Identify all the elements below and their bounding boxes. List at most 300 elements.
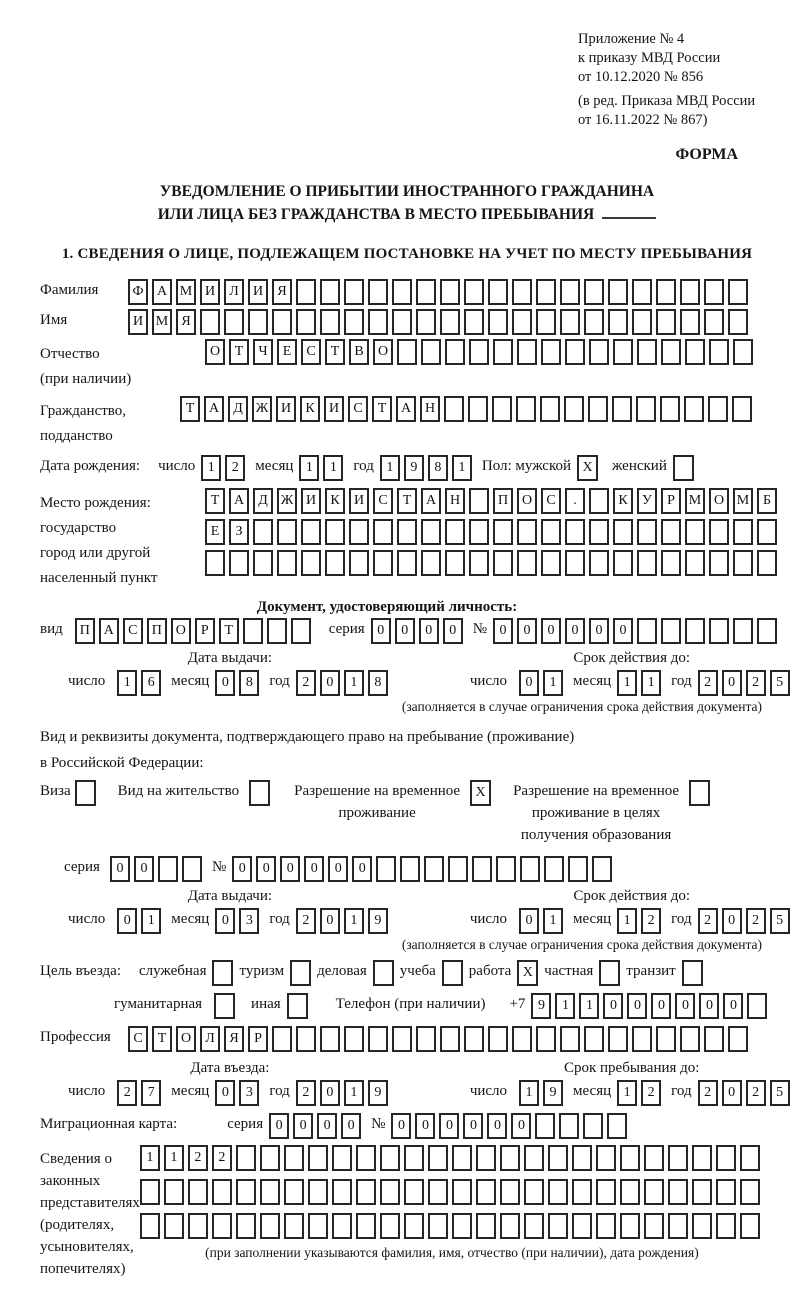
char-cell[interactable] [733,550,753,576]
char-cell[interactable]: А [152,279,172,305]
char-cell[interactable]: С [373,488,393,514]
char-cell[interactable]: Р [248,1026,268,1052]
char-cell[interactable]: 0 [293,1113,313,1139]
char-cell[interactable] [757,618,777,644]
char-cell[interactable] [636,396,656,422]
char-cell[interactable]: Р [195,618,215,644]
char-cell[interactable]: 0 [328,856,348,882]
char-cell[interactable]: Ф [128,279,148,305]
temp-permit-edu-checkbox[interactable] [689,780,710,806]
permit-issue-year-cells[interactable] [296,908,392,934]
char-cell[interactable] [212,1179,232,1205]
char-cell[interactable] [644,1179,664,1205]
char-cell[interactable]: 1 [617,670,637,696]
char-cell[interactable]: 1 [201,455,221,481]
char-cell[interactable] [644,1145,664,1171]
char-cell[interactable]: С [301,339,321,365]
char-cell[interactable] [332,1145,352,1171]
purpose-transit-checkbox[interactable] [682,960,703,986]
char-cell[interactable]: М [685,488,705,514]
char-cell[interactable]: А [99,618,119,644]
char-cell[interactable] [267,618,287,644]
permit-expiry-year-cells[interactable] [698,908,794,934]
char-cell[interactable]: И [200,279,220,305]
char-cell[interactable] [728,279,748,305]
char-cell[interactable]: 1 [380,455,400,481]
char-cell[interactable] [445,339,465,365]
char-cell[interactable]: 1 [141,908,161,934]
char-cell[interactable] [740,1179,760,1205]
char-cell[interactable] [584,309,604,335]
char-cell[interactable]: 0 [415,1113,435,1139]
char-cell[interactable]: Я [176,309,196,335]
char-cell[interactable] [612,396,632,422]
char-cell[interactable] [757,550,777,576]
char-cell[interactable]: 0 [613,618,633,644]
char-cell[interactable]: Ж [252,396,272,422]
char-cell[interactable] [476,1213,496,1239]
char-cell[interactable] [589,550,609,576]
visa-checkbox[interactable] [75,780,96,806]
char-cell[interactable] [320,1026,340,1052]
char-cell[interactable] [613,519,633,545]
char-cell[interactable] [325,519,345,545]
birthplace-row2-cells[interactable] [205,519,781,545]
char-cell[interactable] [452,1145,472,1171]
char-cell[interactable]: 0 [511,1113,531,1139]
char-cell[interactable] [368,279,388,305]
char-cell[interactable]: 5 [770,908,790,934]
stay-month-cells[interactable] [617,1080,665,1106]
char-cell[interactable] [416,309,436,335]
char-cell[interactable]: 9 [543,1080,563,1106]
char-cell[interactable]: М [176,279,196,305]
char-cell[interactable]: С [541,488,561,514]
char-cell[interactable] [541,550,561,576]
char-cell[interactable]: 1 [117,670,137,696]
char-cell[interactable]: 1 [344,1080,364,1106]
char-cell[interactable]: Ч [253,339,273,365]
char-cell[interactable] [236,1213,256,1239]
char-cell[interactable] [464,1026,484,1052]
char-cell[interactable]: Б [757,488,777,514]
char-cell[interactable] [260,1145,280,1171]
char-cell[interactable] [692,1179,712,1205]
char-cell[interactable] [520,856,540,882]
char-cell[interactable]: 2 [746,908,766,934]
char-cell[interactable] [584,1026,604,1052]
char-cell[interactable] [560,279,580,305]
char-cell[interactable] [308,1179,328,1205]
permit-number-cells[interactable] [232,856,616,882]
char-cell[interactable] [253,519,273,545]
char-cell[interactable] [445,550,465,576]
char-cell[interactable]: А [229,488,249,514]
char-cell[interactable] [572,1179,592,1205]
char-cell[interactable] [284,1179,304,1205]
char-cell[interactable]: Н [445,488,465,514]
char-cell[interactable] [356,1145,376,1171]
patronymic-cells[interactable] [205,339,757,365]
char-cell[interactable] [565,519,585,545]
char-cell[interactable] [200,309,220,335]
char-cell[interactable] [596,1213,616,1239]
char-cell[interactable] [260,1179,280,1205]
char-cell[interactable]: 0 [519,670,539,696]
char-cell[interactable]: К [613,488,633,514]
purpose-humanitarian-checkbox[interactable] [214,993,235,1019]
char-cell[interactable] [660,396,680,422]
char-cell[interactable]: 9 [531,993,551,1019]
char-cell[interactable] [517,550,537,576]
char-cell[interactable]: 5 [770,670,790,696]
char-cell[interactable]: 2 [117,1080,137,1106]
char-cell[interactable]: З [229,519,249,545]
char-cell[interactable] [588,396,608,422]
char-cell[interactable]: 2 [296,670,316,696]
char-cell[interactable]: Н [420,396,440,422]
char-cell[interactable] [733,618,753,644]
char-cell[interactable]: 0 [215,670,235,696]
birth-year-cells[interactable] [380,455,476,481]
char-cell[interactable]: 1 [519,1080,539,1106]
permit-issue-day-cells[interactable] [117,908,165,934]
char-cell[interactable]: И [276,396,296,422]
char-cell[interactable]: 2 [225,455,245,481]
char-cell[interactable] [740,1145,760,1171]
char-cell[interactable] [164,1179,184,1205]
char-cell[interactable] [400,856,420,882]
char-cell[interactable] [709,519,729,545]
char-cell[interactable]: М [152,309,172,335]
char-cell[interactable] [620,1213,640,1239]
char-cell[interactable] [356,1179,376,1205]
char-cell[interactable] [709,339,729,365]
char-cell[interactable] [709,618,729,644]
char-cell[interactable] [524,1145,544,1171]
char-cell[interactable] [188,1179,208,1205]
char-cell[interactable] [140,1213,160,1239]
char-cell[interactable] [444,396,464,422]
char-cell[interactable]: 3 [239,1080,259,1106]
char-cell[interactable] [368,309,388,335]
char-cell[interactable]: 0 [117,908,137,934]
char-cell[interactable] [308,1145,328,1171]
representatives-row2-cells[interactable] [140,1179,764,1205]
char-cell[interactable]: 0 [517,618,537,644]
char-cell[interactable] [469,519,489,545]
char-cell[interactable] [596,1179,616,1205]
char-cell[interactable] [596,1145,616,1171]
char-cell[interactable]: 0 [256,856,276,882]
char-cell[interactable]: 0 [651,993,671,1019]
char-cell[interactable] [452,1179,472,1205]
char-cell[interactable]: 0 [519,908,539,934]
char-cell[interactable]: 2 [698,908,718,934]
char-cell[interactable] [380,1145,400,1171]
char-cell[interactable]: 2 [746,670,766,696]
char-cell[interactable]: К [325,488,345,514]
char-cell[interactable]: 0 [443,618,463,644]
birthplace-row3-cells[interactable] [205,550,781,576]
char-cell[interactable]: Т [397,488,417,514]
migration-series-cells[interactable] [269,1113,365,1139]
char-cell[interactable] [589,519,609,545]
char-cell[interactable]: 0 [722,908,742,934]
char-cell[interactable] [296,309,316,335]
char-cell[interactable] [716,1213,736,1239]
char-cell[interactable]: И [301,488,321,514]
char-cell[interactable]: 0 [487,1113,507,1139]
char-cell[interactable]: 1 [579,993,599,1019]
char-cell[interactable]: 2 [641,908,661,934]
profession-cells[interactable] [128,1026,752,1052]
char-cell[interactable] [464,309,484,335]
char-cell[interactable] [564,396,584,422]
char-cell[interactable] [224,309,244,335]
entry-day-cells[interactable] [117,1080,165,1106]
char-cell[interactable]: 0 [317,1113,337,1139]
char-cell[interactable]: Д [253,488,273,514]
char-cell[interactable] [397,550,417,576]
char-cell[interactable] [325,550,345,576]
char-cell[interactable] [493,519,513,545]
char-cell[interactable]: 0 [280,856,300,882]
residence-permit-checkbox[interactable] [249,780,270,806]
char-cell[interactable] [541,519,561,545]
char-cell[interactable]: 0 [391,1113,411,1139]
char-cell[interactable]: 0 [352,856,372,882]
char-cell[interactable] [493,339,513,365]
char-cell[interactable] [253,550,273,576]
char-cell[interactable]: П [493,488,513,514]
char-cell[interactable] [613,339,633,365]
char-cell[interactable] [716,1179,736,1205]
char-cell[interactable]: 0 [320,1080,340,1106]
char-cell[interactable]: 2 [188,1145,208,1171]
char-cell[interactable]: 0 [603,993,623,1019]
char-cell[interactable] [589,488,609,514]
char-cell[interactable] [496,856,516,882]
char-cell[interactable] [732,396,752,422]
surname-cells[interactable] [128,279,752,305]
char-cell[interactable] [592,856,612,882]
char-cell[interactable]: Я [224,1026,244,1052]
char-cell[interactable] [524,1213,544,1239]
char-cell[interactable]: 0 [215,908,235,934]
char-cell[interactable] [632,309,652,335]
char-cell[interactable] [373,550,393,576]
char-cell[interactable]: 0 [565,618,585,644]
char-cell[interactable] [440,279,460,305]
char-cell[interactable]: 2 [296,1080,316,1106]
citizenship-cells[interactable] [180,396,756,422]
char-cell[interactable]: 0 [215,1080,235,1106]
char-cell[interactable] [728,1026,748,1052]
char-cell[interactable] [392,279,412,305]
char-cell[interactable]: О [373,339,393,365]
char-cell[interactable] [733,519,753,545]
char-cell[interactable] [637,550,657,576]
char-cell[interactable] [469,550,489,576]
char-cell[interactable] [709,550,729,576]
id-expiry-month-cells[interactable] [617,670,665,696]
char-cell[interactable] [440,309,460,335]
purpose-other-checkbox[interactable] [287,993,308,1019]
char-cell[interactable] [320,279,340,305]
purpose-private-checkbox[interactable] [599,960,620,986]
char-cell[interactable] [512,1026,532,1052]
char-cell[interactable] [344,309,364,335]
char-cell[interactable]: А [396,396,416,422]
char-cell[interactable] [536,309,556,335]
char-cell[interactable] [572,1145,592,1171]
char-cell[interactable]: Т [229,339,249,365]
char-cell[interactable]: 1 [555,993,575,1019]
char-cell[interactable]: 0 [722,1080,742,1106]
char-cell[interactable]: 1 [344,908,364,934]
char-cell[interactable] [589,339,609,365]
char-cell[interactable] [548,1179,568,1205]
char-cell[interactable]: 1 [543,908,563,934]
char-cell[interactable] [488,309,508,335]
char-cell[interactable]: 0 [269,1113,289,1139]
char-cell[interactable]: Я [272,279,292,305]
char-cell[interactable] [349,519,369,545]
char-cell[interactable] [565,339,585,365]
char-cell[interactable] [536,1026,556,1052]
char-cell[interactable]: 1 [299,455,319,481]
char-cell[interactable]: 0 [723,993,743,1019]
char-cell[interactable] [637,618,657,644]
char-cell[interactable] [536,279,556,305]
char-cell[interactable] [500,1145,520,1171]
char-cell[interactable] [205,550,225,576]
char-cell[interactable]: 0 [675,993,695,1019]
char-cell[interactable] [493,550,513,576]
char-cell[interactable] [344,1026,364,1052]
id-expiry-day-cells[interactable] [519,670,567,696]
char-cell[interactable] [236,1145,256,1171]
entry-month-cells[interactable] [215,1080,263,1106]
char-cell[interactable]: О [709,488,729,514]
temp-permit-checkbox[interactable]: X [470,780,491,806]
char-cell[interactable]: Т [205,488,225,514]
char-cell[interactable]: И [248,279,268,305]
char-cell[interactable]: 0 [110,856,130,882]
char-cell[interactable] [301,519,321,545]
char-cell[interactable] [637,339,657,365]
char-cell[interactable] [747,993,767,1019]
char-cell[interactable] [559,1113,579,1139]
char-cell[interactable]: О [176,1026,196,1052]
char-cell[interactable]: О [205,339,225,365]
char-cell[interactable] [469,488,489,514]
char-cell[interactable]: 2 [698,670,718,696]
char-cell[interactable] [632,1026,652,1052]
stay-year-cells[interactable] [698,1080,794,1106]
char-cell[interactable] [212,1213,232,1239]
char-cell[interactable] [243,618,263,644]
char-cell[interactable]: У [637,488,657,514]
char-cell[interactable] [448,856,468,882]
char-cell[interactable] [544,856,564,882]
char-cell[interactable] [644,1213,664,1239]
char-cell[interactable]: 7 [141,1080,161,1106]
char-cell[interactable] [548,1145,568,1171]
char-cell[interactable]: 2 [212,1145,232,1171]
char-cell[interactable] [476,1179,496,1205]
char-cell[interactable]: 9 [368,908,388,934]
char-cell[interactable]: 9 [368,1080,388,1106]
char-cell[interactable]: 0 [589,618,609,644]
char-cell[interactable]: 8 [239,670,259,696]
char-cell[interactable]: С [123,618,143,644]
char-cell[interactable] [512,279,532,305]
char-cell[interactable]: А [204,396,224,422]
char-cell[interactable]: Е [277,339,297,365]
char-cell[interactable]: 8 [428,455,448,481]
permit-expiry-day-cells[interactable] [519,908,567,934]
char-cell[interactable]: 0 [341,1113,361,1139]
char-cell[interactable] [608,309,628,335]
char-cell[interactable] [188,1213,208,1239]
char-cell[interactable] [516,396,536,422]
char-cell[interactable]: 2 [746,1080,766,1106]
char-cell[interactable] [716,1145,736,1171]
char-cell[interactable] [565,550,585,576]
char-cell[interactable] [277,550,297,576]
char-cell[interactable] [668,1213,688,1239]
id-doc-number-cells[interactable] [493,618,781,644]
sex-female-checkbox[interactable] [673,455,694,481]
char-cell[interactable]: Т [325,339,345,365]
permit-issue-month-cells[interactable] [215,908,263,934]
char-cell[interactable]: 0 [232,856,252,882]
char-cell[interactable]: . [565,488,585,514]
char-cell[interactable] [524,1179,544,1205]
char-cell[interactable] [284,1145,304,1171]
char-cell[interactable]: 1 [344,670,364,696]
char-cell[interactable]: 8 [368,670,388,696]
char-cell[interactable] [535,1113,555,1139]
char-cell[interactable] [476,1145,496,1171]
char-cell[interactable] [376,856,396,882]
char-cell[interactable] [320,309,340,335]
char-cell[interactable] [733,339,753,365]
char-cell[interactable] [680,279,700,305]
char-cell[interactable] [685,550,705,576]
birthplace-row1-cells[interactable] [205,488,781,514]
char-cell[interactable] [584,279,604,305]
char-cell[interactable]: И [324,396,344,422]
char-cell[interactable] [500,1179,520,1205]
char-cell[interactable] [488,1026,508,1052]
char-cell[interactable] [541,339,561,365]
char-cell[interactable] [424,856,444,882]
char-cell[interactable] [685,519,705,545]
char-cell[interactable] [472,856,492,882]
char-cell[interactable] [680,309,700,335]
char-cell[interactable] [260,1213,280,1239]
char-cell[interactable] [685,339,705,365]
char-cell[interactable] [421,550,441,576]
char-cell[interactable] [421,339,441,365]
char-cell[interactable] [248,309,268,335]
id-doc-series-cells[interactable] [371,618,467,644]
char-cell[interactable]: И [349,488,369,514]
char-cell[interactable]: 0 [371,618,391,644]
